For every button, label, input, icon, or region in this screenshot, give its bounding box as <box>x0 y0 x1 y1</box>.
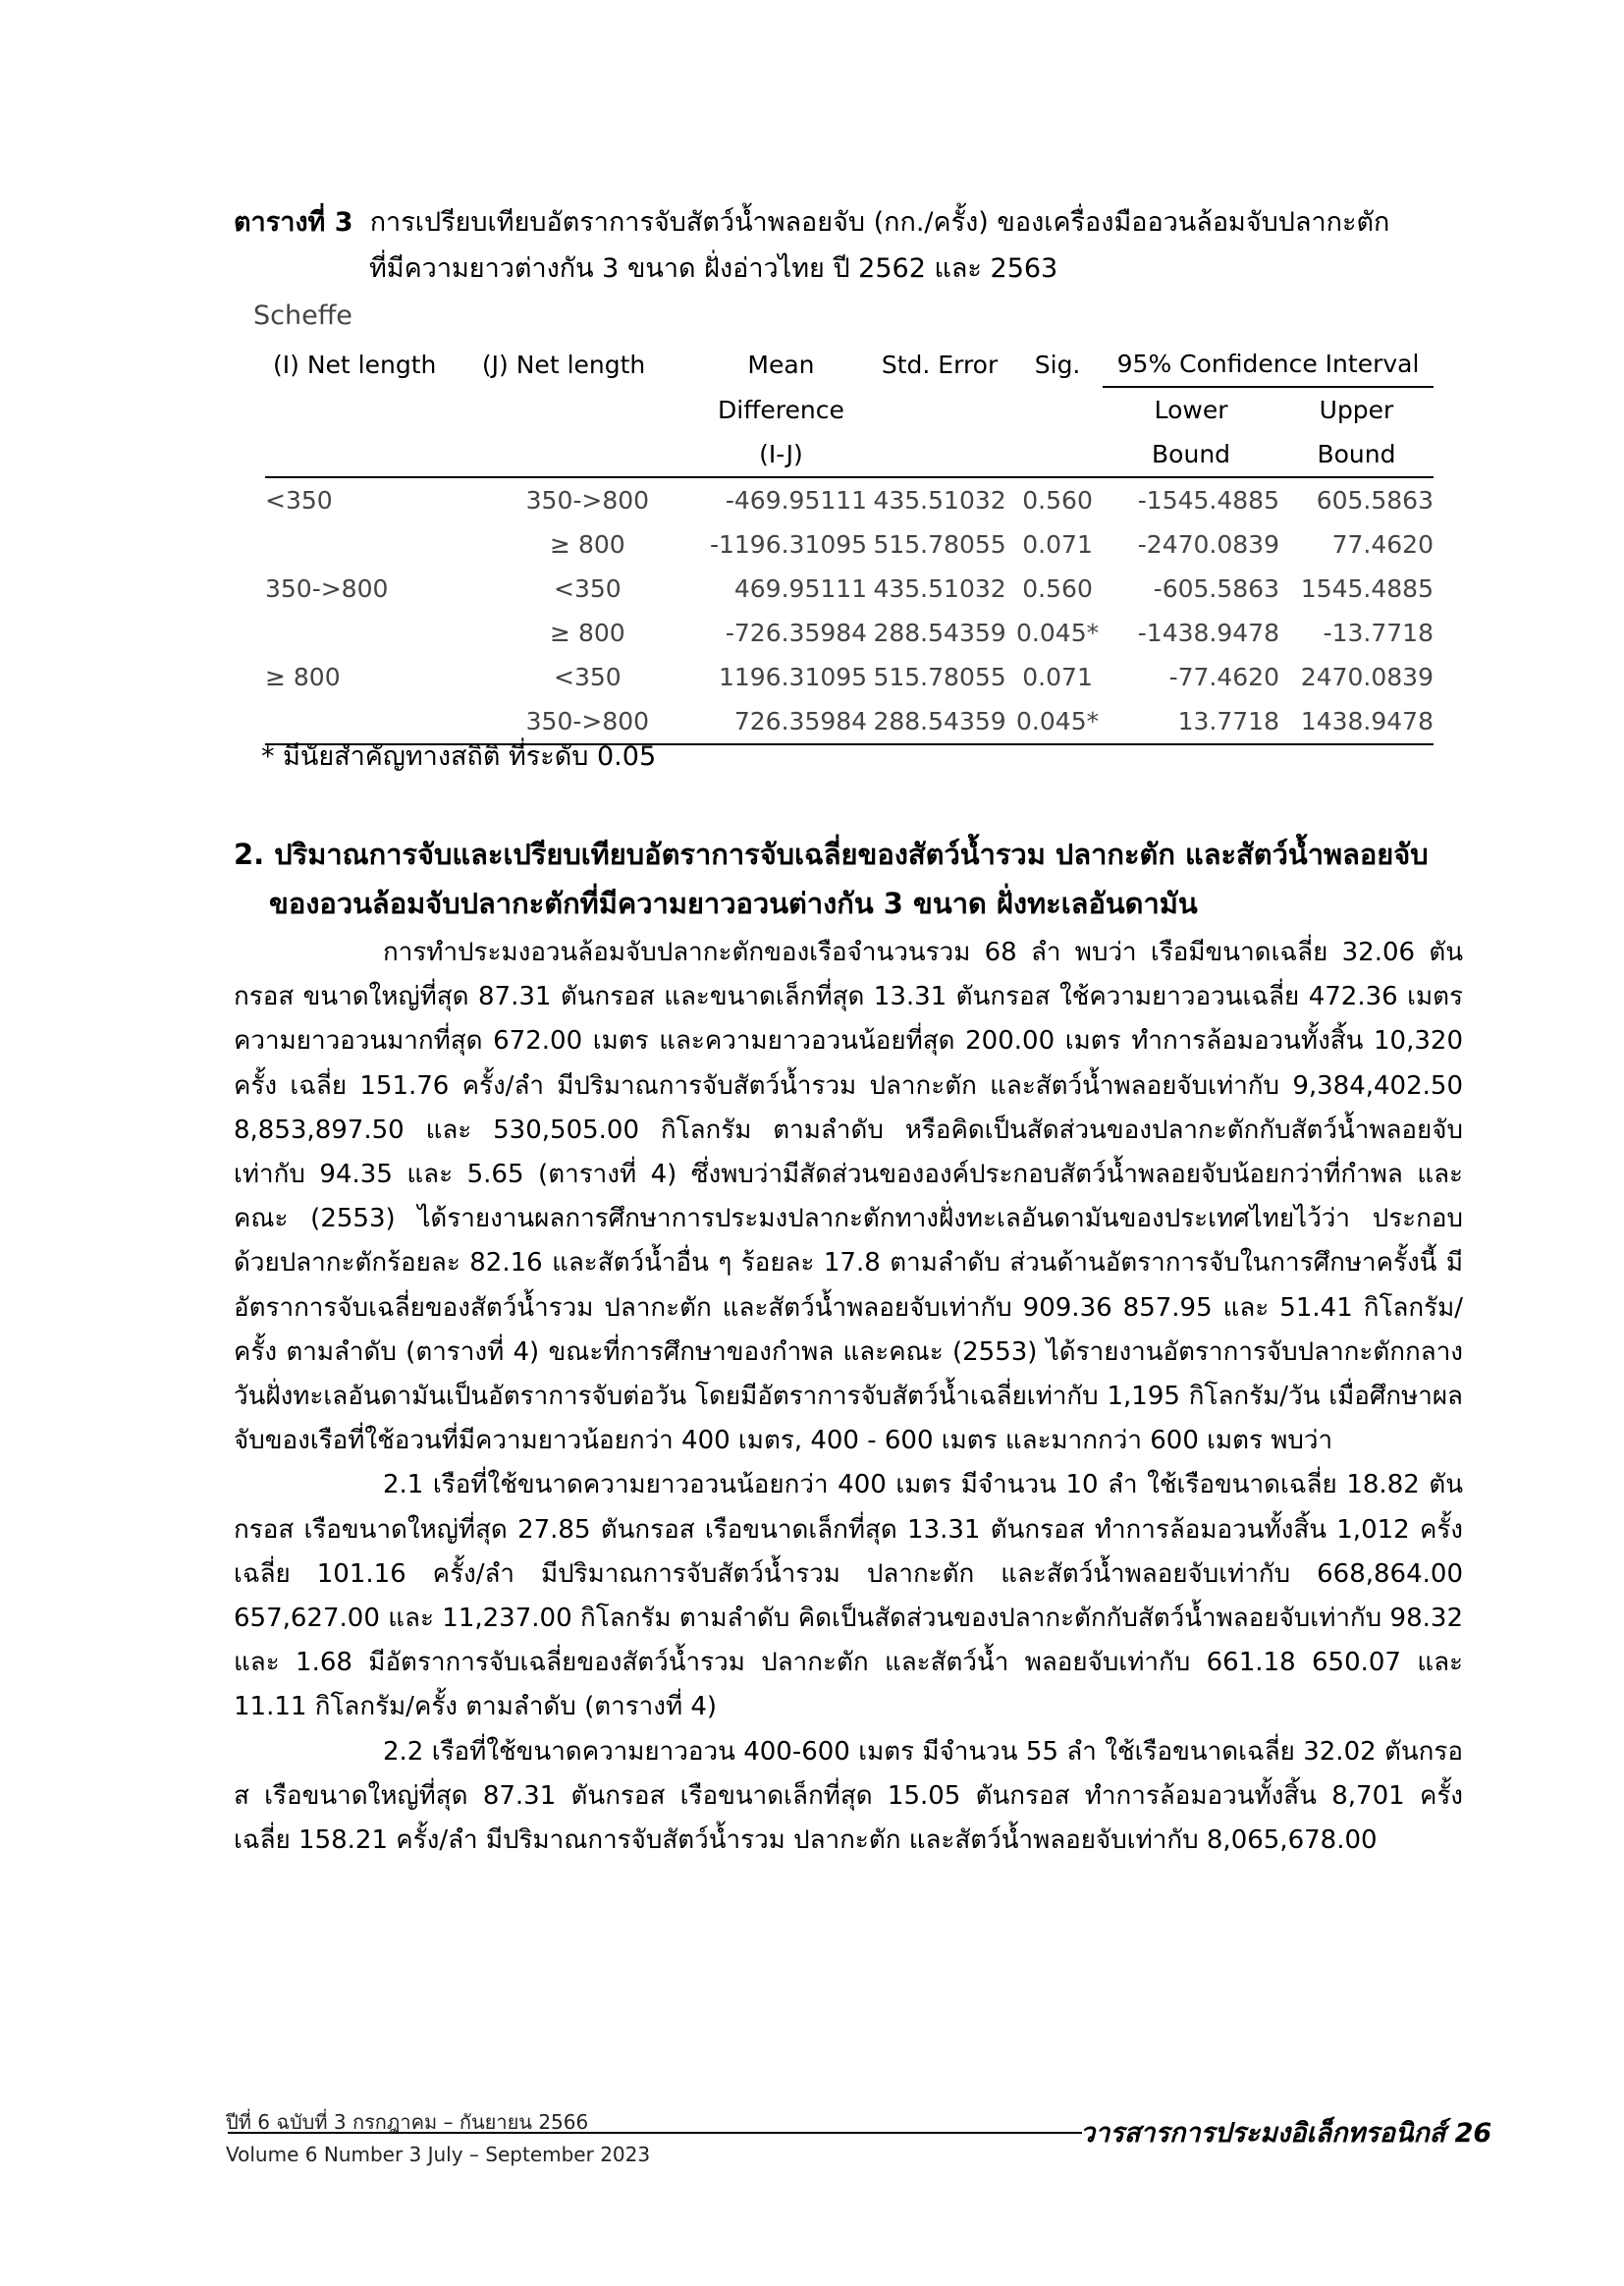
paragraph: 2.2 เรือที่ใช้ขนาดความยาวอวน 400-600 เมตร มีจำนวน 55 ลำ ใช้เรือขนาดเฉลี่ย 32.02 ตันกรอส เรือขนาดใหญ่ที่สุด 87.31 ตันกรอส เรือขนาดเล็กที่สุด 15.05 ตันกรอส ทำการล้อมอวนทั้งสิ้น 8,701 ครั้ง เฉลี่ย 158.21 ครั้ง/ลำ มีปริมาณการจับสัตว์น้ำรวม ปลากะตัก และสัตว์น้ำพลอยจับเท่ากับ 8,065,678.00 <box>234 1736 1463 1856</box>
header-i: (I) Net length <box>273 350 437 379</box>
cell-std: 288.54359 <box>873 619 1006 647</box>
paragraph: การทำประมงอวนล้อมจับปลากะตักของเรือจำนวนรวม 68 ลำ พบว่า เรือมีขนาดเฉลี่ย 32.06 ตันกรอส ขนาดใหญ่ที่สุด 87.31 ตันกรอส และขนาดเล็กที่สุด 13.31 ตันกรอส ใช้ความยาวอวนเฉลี่ย 472.36 เมตร ความยาวอวนมากที่สุด 672.00 เมตร และความยาวอวนน้อยที่สุด 200.00 เมตร ทำการล้อมอวนทั้งสิ้น 10,320 ครั้ง เฉลี่ย 151.76 ครั้ง/ลำ มีปริมาณการจับสัตว์น้ำรวม ปลากะตัก และสัตว์น้ำพลอยจับเท่ากับ 9,384,402.50 8,853,897.50 และ 530,505.00 กิโลกรัม ตามลำดับ หรือคิดเป็นสัดส่วนของปลากะตักกับสัตว์น้ำพลอยจับเท่ากับ 94.35 และ 5.65 (ตารางที่ 4) ซึ่งพบว่ามีสัดส่วนขององค์ประกอบสัตว์น้ำพลอยจับน้อยกว่าที่กำพล และคณะ (2553) ได้รายงานผลการศึกษาการประมงปลากะตักทางฝั่งทะเลอันดามันของประเทศไทยไว้ว่า ประกอบด้วยปลากะตักร้อยละ 82.16 และสัตว์น้ำอื่น ๆ ร้อยละ 17.8 ตามลำดับ ส่วนด้านอัตราการจับในการศึกษาครั้งนี้ มีอัตราการจับเฉลี่ยของสัตว์น้ำรวม ปลากะตัก และสัตว์น้ำพลอยจับเท่ากับ 909.36 857.95 และ 51.41 กิโลกรัม/ครั้ง ตามลำดับ (ตารางที่ 4) ขณะที่การศึกษาของกำพล และคณะ (2553) ได้รายงานอัตราการจับปลากะตักกลางวันฝั่งทะเลอันดามันเป็นอัตราการจับต่อวัน โดยมีอัตราการจับสัตว์น้ำเฉลี่ยเท่ากับ 1,195 กิโลกรัม/วัน เมื่อศึกษาผลจับของเรือที่ใช้อวนที่มีความยาวน้อยกว่า 400 เมตร, 400 - 600 เมตร และมากกว่า 600 เมตร พบว่า <box>234 938 1463 1456</box>
cell-j: <350 <box>554 663 622 691</box>
cell-std: 515.78055 <box>873 663 1006 691</box>
cell-lower: -605.5863 <box>1153 574 1279 603</box>
footer-issue <box>226 2106 650 2171</box>
table-row <box>265 611 1434 655</box>
cell-std: 515.78055 <box>873 530 1006 559</box>
cell-sig: 0.560 <box>1022 486 1093 515</box>
cell-sig: 0.045* <box>1016 619 1100 647</box>
cell-lower: -77.4620 <box>1168 663 1279 691</box>
cell-mean: 726.35984 <box>695 699 867 744</box>
cell-j: <350 <box>554 574 622 603</box>
cell-i <box>265 522 480 567</box>
cell-upper: 1438.9478 <box>1279 699 1434 744</box>
header-ci: 95% Confidence Interval <box>1103 342 1434 387</box>
cell-lower: 13.7718 <box>1103 699 1279 744</box>
footer-issue-th: ปีที่ 6 ฉบับที่ 3 กรกฎาคม – กันยายน 2566 <box>226 2110 589 2134</box>
cell-upper: 2470.0839 <box>1300 663 1434 691</box>
table-header-row <box>265 387 1434 432</box>
table-caption <box>234 199 1451 292</box>
scheffe-table <box>265 342 1434 745</box>
section-title-line1: 2. ปริมาณการจับและเปรียบเทียบอัตราการจับเฉลี่ยของสัตว์น้ำรวม ปลากะตัก และสัตว์น้ำพลอยจับ <box>234 838 1429 871</box>
table-footnote: * มีนัยสำคัญทางสถิติ ที่ระดับ 0.05 <box>261 741 657 772</box>
table-method: Scheffe <box>253 300 352 331</box>
table-caption-line1: การเปรียบเทียบอัตราการจับสัตว์น้ำพลอยจับ (กก./ครั้ง) ของเครื่องมืออวนล้อมจับปลากะตัก <box>369 207 1390 238</box>
cell-mean: -726.35984 <box>725 619 868 647</box>
paragraph: 2.1 เรือที่ใช้ขนาดความยาวอวนน้อยกว่า 400 เมตร มีจำนวน 10 ลำ ใช้เรือขนาดเฉลี่ย 18.82 ตันกรอส เรือขนาดใหญ่ที่สุด 27.85 ตันกรอส เรือขนาดเล็กที่สุด 13.31 ตันกรอส ทำการล้อมอวนทั้งสิ้น 1,012 ครั้ง เฉลี่ย 101.16 ครั้ง/ลำ มีปริมาณการจับสัตว์น้ำรวม ปลากะตัก และสัตว์น้ำพลอยจับเท่ากับ 668,864.00 657,627.00 และ 11,237.00 กิโลกรัม ตามลำดับ คิดเป็นสัดส่วนของปลากะตักกับสัตว์น้ำพลอยจับเท่ากับ 98.32 และ 1.68 มีอัตราการจับเฉลี่ยของสัตว์น้ำรวม ปลากะตัก และสัตว์น้ำ พลอยจับเท่ากับ 661.18 650.07 และ 11.11 กิโลกรัม/ครั้ง ตามลำดับ (ตารางที่ 4) <box>234 1470 1463 1722</box>
cell-j: 350->800 <box>525 486 650 515</box>
table-row <box>265 567 1434 611</box>
cell-sig: 0.071 <box>1022 530 1093 559</box>
cell-i: <350 <box>265 486 333 515</box>
cell-upper: 77.4620 <box>1331 530 1434 559</box>
table-label: ตารางที่ 3 <box>234 207 353 238</box>
header-std: Std. Error <box>881 350 999 379</box>
cell-j: 350->800 <box>480 699 695 744</box>
cell-mean: 469.95111 <box>733 574 868 603</box>
header-upper: Upper <box>1319 396 1394 424</box>
table-header-row <box>265 432 1434 477</box>
table-caption-line2: ที่มีความยาวต่างกัน 3 ขนาด ฝั่งอ่าวไทย ปี 2562 และ 2563 <box>369 253 1058 284</box>
header-lower: Lower <box>1154 396 1228 424</box>
section-body <box>234 931 1463 1863</box>
cell-mean: -469.95111 <box>725 486 868 515</box>
cell-mean: -1196.31095 <box>709 530 868 559</box>
cell-i: 350->800 <box>265 574 389 603</box>
header-mean-2: Difference <box>718 395 844 424</box>
cell-upper: 605.5863 <box>1316 486 1434 515</box>
header-upper-2: Bound <box>1279 432 1434 477</box>
cell-std: 435.51032 <box>873 574 1006 603</box>
table-row <box>265 477 1434 522</box>
header-lower-2: Bound <box>1103 432 1279 477</box>
cell-j: ≥ 800 <box>550 619 625 647</box>
cell-upper: -13.7718 <box>1323 619 1434 647</box>
cell-upper: 1545.4885 <box>1300 574 1434 603</box>
section-title <box>234 830 1471 928</box>
header-mean-3: (I-J) <box>695 432 867 477</box>
cell-std: 288.54359 <box>867 699 1012 744</box>
cell-lower: -1545.4885 <box>1137 486 1279 515</box>
section-title-line2: ของอวนล้อมจับปลากะตักที่มีความยาวอวนต่างกัน 3 ขนาด ฝั่งทะเลอันดามัน <box>269 887 1198 920</box>
table-row <box>265 522 1434 567</box>
cell-sig: 0.071 <box>1022 663 1093 691</box>
table-header-row <box>265 342 1434 387</box>
footer-journal: วารสารการประมงอิเล็กทรอนิกส์ 26 <box>1080 2118 1492 2149</box>
cell-i: ≥ 800 <box>265 663 341 691</box>
header-sig: Sig. <box>1034 350 1081 379</box>
cell-mean: 1196.31095 <box>718 663 868 691</box>
cell-sig: 0.560 <box>1022 574 1093 603</box>
cell-lower: -2470.0839 <box>1137 530 1279 559</box>
table-row <box>265 655 1434 699</box>
header-mean: Mean <box>747 350 815 379</box>
header-j: (J) Net length <box>481 350 646 379</box>
cell-i <box>265 611 480 655</box>
cell-lower: -1438.9478 <box>1137 619 1279 647</box>
cell-std: 435.51032 <box>873 486 1006 515</box>
footer-issue-en: Volume 6 Number 3 July – September 2023 <box>226 2143 651 2166</box>
cell-j: ≥ 800 <box>550 530 625 559</box>
cell-sig: 0.045* <box>1012 699 1103 744</box>
